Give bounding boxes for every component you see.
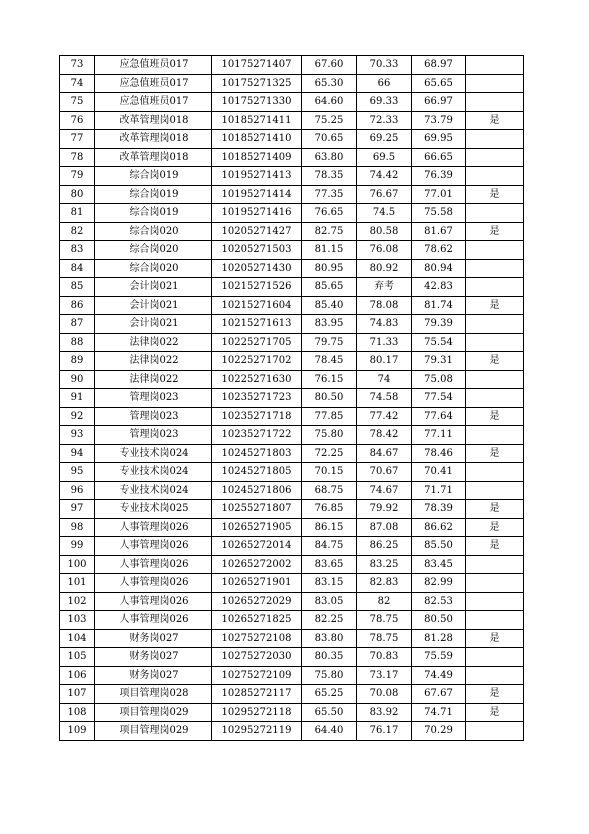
total-score-cell: 79.31 bbox=[412, 352, 466, 371]
results-table-body bbox=[60, 56, 524, 741]
written-score-cell: 84.75 bbox=[302, 537, 357, 556]
table-row bbox=[60, 629, 524, 648]
interview-score-cell: 76.08 bbox=[357, 241, 412, 260]
total-score-cell: 80.50 bbox=[412, 611, 466, 630]
ticket-number-cell: 10195271414 bbox=[212, 185, 302, 204]
table-row bbox=[60, 481, 524, 500]
row-number-cell: 74 bbox=[60, 74, 95, 93]
interview-score-cell: 70.08 bbox=[357, 685, 412, 704]
table-row bbox=[60, 518, 524, 537]
total-score-cell: 74.49 bbox=[412, 666, 466, 685]
table-row bbox=[60, 93, 524, 112]
row-number-cell: 96 bbox=[60, 481, 95, 500]
table-row bbox=[60, 130, 524, 149]
interview-score-cell: 80.58 bbox=[357, 222, 412, 241]
ticket-number-cell: 10275272030 bbox=[212, 648, 302, 667]
position-name-cell: 应急值班员017 bbox=[95, 93, 212, 112]
table-row bbox=[60, 111, 524, 130]
position-name-cell: 项目管理岗028 bbox=[95, 685, 212, 704]
selected-mark-cell: 是 bbox=[466, 518, 524, 537]
written-score-cell: 86.15 bbox=[302, 518, 357, 537]
row-number-cell: 75 bbox=[60, 93, 95, 112]
interview-score-cell: 87.08 bbox=[357, 518, 412, 537]
selected-mark-cell: 是 bbox=[466, 222, 524, 241]
ticket-number-cell: 10215271604 bbox=[212, 296, 302, 315]
ticket-number-cell: 10225271702 bbox=[212, 352, 302, 371]
table-row bbox=[60, 296, 524, 315]
interview-score-cell: 79.92 bbox=[357, 500, 412, 519]
row-number-cell: 100 bbox=[60, 555, 95, 574]
row-number-cell: 93 bbox=[60, 426, 95, 445]
total-score-cell: 77.11 bbox=[412, 426, 466, 445]
ticket-number-cell: 10235271722 bbox=[212, 426, 302, 445]
interview-score-cell: 70.33 bbox=[357, 56, 412, 75]
table-row bbox=[60, 555, 524, 574]
interview-score-cell: 82 bbox=[357, 592, 412, 611]
table-row bbox=[60, 185, 524, 204]
position-name-cell: 综合岗020 bbox=[95, 259, 212, 278]
interview-score-cell: 70.83 bbox=[357, 648, 412, 667]
ticket-number-cell: 10245271803 bbox=[212, 444, 302, 463]
selected-mark-cell bbox=[466, 592, 524, 611]
interview-score-cell: 82.83 bbox=[357, 574, 412, 593]
ticket-number-cell: 10265271901 bbox=[212, 574, 302, 593]
position-name-cell: 专业技术岗024 bbox=[95, 444, 212, 463]
total-score-cell: 78.46 bbox=[412, 444, 466, 463]
position-name-cell: 综合岗020 bbox=[95, 241, 212, 260]
interview-score-cell: 66 bbox=[357, 74, 412, 93]
written-score-cell: 76.15 bbox=[302, 370, 357, 389]
written-score-cell: 77.35 bbox=[302, 185, 357, 204]
interview-score-cell: 74.67 bbox=[357, 481, 412, 500]
row-number-cell: 83 bbox=[60, 241, 95, 260]
interview-score-cell: 84.67 bbox=[357, 444, 412, 463]
ticket-number-cell: 10235271723 bbox=[212, 389, 302, 408]
position-name-cell: 管理岗023 bbox=[95, 426, 212, 445]
interview-score-cell: 弃考 bbox=[357, 278, 412, 297]
written-score-cell: 72.25 bbox=[302, 444, 357, 463]
row-number-cell: 77 bbox=[60, 130, 95, 149]
written-score-cell: 65.25 bbox=[302, 685, 357, 704]
table-row bbox=[60, 500, 524, 519]
total-score-cell: 77.64 bbox=[412, 407, 466, 426]
interview-score-cell: 77.42 bbox=[357, 407, 412, 426]
row-number-cell: 92 bbox=[60, 407, 95, 426]
selected-mark-cell bbox=[466, 648, 524, 667]
interview-score-cell: 83.92 bbox=[357, 703, 412, 722]
selected-mark-cell bbox=[466, 333, 524, 352]
position-name-cell: 管理岗023 bbox=[95, 407, 212, 426]
ticket-number-cell: 10175271325 bbox=[212, 74, 302, 93]
table-row bbox=[60, 370, 524, 389]
ticket-number-cell: 10265272029 bbox=[212, 592, 302, 611]
position-name-cell: 人事管理岗026 bbox=[95, 537, 212, 556]
total-score-cell: 66.97 bbox=[412, 93, 466, 112]
total-score-cell: 67.67 bbox=[412, 685, 466, 704]
written-score-cell: 85.40 bbox=[302, 296, 357, 315]
selected-mark-cell: 是 bbox=[466, 185, 524, 204]
position-name-cell: 项目管理岗029 bbox=[95, 703, 212, 722]
position-name-cell: 专业技术岗024 bbox=[95, 481, 212, 500]
interview-score-cell: 80.17 bbox=[357, 352, 412, 371]
interview-score-cell: 74.58 bbox=[357, 389, 412, 408]
selected-mark-cell bbox=[466, 463, 524, 482]
row-number-cell: 102 bbox=[60, 592, 95, 611]
written-score-cell: 77.85 bbox=[302, 407, 357, 426]
selected-mark-cell: 是 bbox=[466, 703, 524, 722]
selected-mark-cell: 是 bbox=[466, 407, 524, 426]
interview-score-cell: 86.25 bbox=[357, 537, 412, 556]
written-score-cell: 76.85 bbox=[302, 500, 357, 519]
total-score-cell: 85.50 bbox=[412, 537, 466, 556]
position-name-cell: 改革管理岗018 bbox=[95, 148, 212, 167]
table-row bbox=[60, 278, 524, 297]
ticket-number-cell: 10275272108 bbox=[212, 629, 302, 648]
selected-mark-cell bbox=[466, 611, 524, 630]
total-score-cell: 81.28 bbox=[412, 629, 466, 648]
row-number-cell: 90 bbox=[60, 370, 95, 389]
written-score-cell: 83.05 bbox=[302, 592, 357, 611]
ticket-number-cell: 10225271705 bbox=[212, 333, 302, 352]
selected-mark-cell: 是 bbox=[466, 685, 524, 704]
table-row bbox=[60, 315, 524, 334]
table-row bbox=[60, 666, 524, 685]
selected-mark-cell: 是 bbox=[466, 629, 524, 648]
total-score-cell: 77.54 bbox=[412, 389, 466, 408]
table-row bbox=[60, 648, 524, 667]
table-row bbox=[60, 592, 524, 611]
table-row bbox=[60, 685, 524, 704]
selected-mark-cell bbox=[466, 74, 524, 93]
ticket-number-cell: 10245271805 bbox=[212, 463, 302, 482]
position-name-cell: 会计岗021 bbox=[95, 315, 212, 334]
table-row bbox=[60, 74, 524, 93]
ticket-number-cell: 10295272118 bbox=[212, 703, 302, 722]
ticket-number-cell: 10205271427 bbox=[212, 222, 302, 241]
selected-mark-cell bbox=[466, 241, 524, 260]
total-score-cell: 81.67 bbox=[412, 222, 466, 241]
table-row bbox=[60, 389, 524, 408]
selected-mark-cell bbox=[466, 370, 524, 389]
ticket-number-cell: 10175271407 bbox=[212, 56, 302, 75]
total-score-cell: 79.39 bbox=[412, 315, 466, 334]
total-score-cell: 70.41 bbox=[412, 463, 466, 482]
row-number-cell: 97 bbox=[60, 500, 95, 519]
table-row bbox=[60, 333, 524, 352]
written-score-cell: 83.95 bbox=[302, 315, 357, 334]
ticket-number-cell: 10245271806 bbox=[212, 481, 302, 500]
table-row bbox=[60, 574, 524, 593]
row-number-cell: 88 bbox=[60, 333, 95, 352]
interview-score-cell: 83.25 bbox=[357, 555, 412, 574]
interview-score-cell: 74.5 bbox=[357, 204, 412, 223]
position-name-cell: 人事管理岗026 bbox=[95, 555, 212, 574]
ticket-number-cell: 10285272117 bbox=[212, 685, 302, 704]
row-number-cell: 80 bbox=[60, 185, 95, 204]
ticket-number-cell: 10265272002 bbox=[212, 555, 302, 574]
position-name-cell: 人事管理岗026 bbox=[95, 592, 212, 611]
selected-mark-cell bbox=[466, 722, 524, 741]
selected-mark-cell bbox=[466, 56, 524, 75]
row-number-cell: 81 bbox=[60, 204, 95, 223]
written-score-cell: 68.75 bbox=[302, 481, 357, 500]
row-number-cell: 101 bbox=[60, 574, 95, 593]
table-row bbox=[60, 722, 524, 741]
total-score-cell: 68.97 bbox=[412, 56, 466, 75]
interview-score-cell: 76.67 bbox=[357, 185, 412, 204]
position-name-cell: 综合岗019 bbox=[95, 185, 212, 204]
written-score-cell: 81.15 bbox=[302, 241, 357, 260]
selected-mark-cell bbox=[466, 555, 524, 574]
ticket-number-cell: 10205271430 bbox=[212, 259, 302, 278]
interview-score-cell: 78.08 bbox=[357, 296, 412, 315]
total-score-cell: 80.94 bbox=[412, 259, 466, 278]
row-number-cell: 106 bbox=[60, 666, 95, 685]
row-number-cell: 85 bbox=[60, 278, 95, 297]
ticket-number-cell: 10195271413 bbox=[212, 167, 302, 186]
table-row bbox=[60, 204, 524, 223]
interview-score-cell: 73.17 bbox=[357, 666, 412, 685]
ticket-number-cell: 10185271409 bbox=[212, 148, 302, 167]
written-score-cell: 80.95 bbox=[302, 259, 357, 278]
total-score-cell: 75.54 bbox=[412, 333, 466, 352]
position-name-cell: 人事管理岗026 bbox=[95, 574, 212, 593]
selected-mark-cell: 是 bbox=[466, 296, 524, 315]
row-number-cell: 108 bbox=[60, 703, 95, 722]
table-row bbox=[60, 222, 524, 241]
selected-mark-cell bbox=[466, 278, 524, 297]
interview-score-cell: 78.42 bbox=[357, 426, 412, 445]
interview-score-cell: 69.25 bbox=[357, 130, 412, 149]
written-score-cell: 75.25 bbox=[302, 111, 357, 130]
position-name-cell: 综合岗019 bbox=[95, 204, 212, 223]
interview-score-cell: 74.42 bbox=[357, 167, 412, 186]
position-name-cell: 项目管理岗029 bbox=[95, 722, 212, 741]
position-name-cell: 综合岗020 bbox=[95, 222, 212, 241]
row-number-cell: 104 bbox=[60, 629, 95, 648]
row-number-cell: 103 bbox=[60, 611, 95, 630]
interview-score-cell: 69.5 bbox=[357, 148, 412, 167]
written-score-cell: 83.15 bbox=[302, 574, 357, 593]
total-score-cell: 86.62 bbox=[412, 518, 466, 537]
written-score-cell: 65.30 bbox=[302, 74, 357, 93]
row-number-cell: 91 bbox=[60, 389, 95, 408]
total-score-cell: 78.39 bbox=[412, 500, 466, 519]
interview-score-cell: 74 bbox=[357, 370, 412, 389]
ticket-number-cell: 10265272014 bbox=[212, 537, 302, 556]
table-row bbox=[60, 444, 524, 463]
total-score-cell: 42.83 bbox=[412, 278, 466, 297]
row-number-cell: 98 bbox=[60, 518, 95, 537]
interview-score-cell: 78.75 bbox=[357, 611, 412, 630]
ticket-number-cell: 10265271825 bbox=[212, 611, 302, 630]
position-name-cell: 法律岗022 bbox=[95, 370, 212, 389]
position-name-cell: 人事管理岗026 bbox=[95, 518, 212, 537]
table-row bbox=[60, 537, 524, 556]
position-name-cell: 会计岗021 bbox=[95, 296, 212, 315]
position-name-cell: 会计岗021 bbox=[95, 278, 212, 297]
total-score-cell: 82.99 bbox=[412, 574, 466, 593]
position-name-cell: 改革管理岗018 bbox=[95, 130, 212, 149]
total-score-cell: 81.74 bbox=[412, 296, 466, 315]
written-score-cell: 78.35 bbox=[302, 167, 357, 186]
total-score-cell: 77.01 bbox=[412, 185, 466, 204]
ticket-number-cell: 10215271526 bbox=[212, 278, 302, 297]
written-score-cell: 78.45 bbox=[302, 352, 357, 371]
row-number-cell: 86 bbox=[60, 296, 95, 315]
selected-mark-cell bbox=[466, 315, 524, 334]
total-score-cell: 66.65 bbox=[412, 148, 466, 167]
written-score-cell: 64.40 bbox=[302, 722, 357, 741]
selected-mark-cell bbox=[466, 204, 524, 223]
row-number-cell: 76 bbox=[60, 111, 95, 130]
written-score-cell: 80.50 bbox=[302, 389, 357, 408]
table-row bbox=[60, 259, 524, 278]
row-number-cell: 79 bbox=[60, 167, 95, 186]
position-name-cell: 应急值班员017 bbox=[95, 74, 212, 93]
total-score-cell: 75.08 bbox=[412, 370, 466, 389]
position-name-cell: 管理岗023 bbox=[95, 389, 212, 408]
table-row bbox=[60, 56, 524, 75]
written-score-cell: 80.35 bbox=[302, 648, 357, 667]
interview-score-cell: 71.33 bbox=[357, 333, 412, 352]
ticket-number-cell: 10205271503 bbox=[212, 241, 302, 260]
row-number-cell: 89 bbox=[60, 352, 95, 371]
position-name-cell: 应急值班员017 bbox=[95, 56, 212, 75]
total-score-cell: 75.58 bbox=[412, 204, 466, 223]
row-number-cell: 95 bbox=[60, 463, 95, 482]
selected-mark-cell bbox=[466, 481, 524, 500]
row-number-cell: 73 bbox=[60, 56, 95, 75]
table-row bbox=[60, 148, 524, 167]
written-score-cell: 70.65 bbox=[302, 130, 357, 149]
written-score-cell: 64.60 bbox=[302, 93, 357, 112]
selected-mark-cell: 是 bbox=[466, 444, 524, 463]
selected-mark-cell bbox=[466, 389, 524, 408]
interview-score-cell: 70.67 bbox=[357, 463, 412, 482]
total-score-cell: 71.71 bbox=[412, 481, 466, 500]
row-number-cell: 82 bbox=[60, 222, 95, 241]
table-row bbox=[60, 167, 524, 186]
selected-mark-cell: 是 bbox=[466, 111, 524, 130]
total-score-cell: 73.79 bbox=[412, 111, 466, 130]
selected-mark-cell bbox=[466, 93, 524, 112]
table-row bbox=[60, 463, 524, 482]
row-number-cell: 84 bbox=[60, 259, 95, 278]
interview-score-cell: 76.17 bbox=[357, 722, 412, 741]
written-score-cell: 63.80 bbox=[302, 148, 357, 167]
row-number-cell: 94 bbox=[60, 444, 95, 463]
written-score-cell: 67.60 bbox=[302, 56, 357, 75]
ticket-number-cell: 10275272109 bbox=[212, 666, 302, 685]
results-table bbox=[59, 55, 524, 741]
position-name-cell: 财务岗027 bbox=[95, 629, 212, 648]
table-row bbox=[60, 241, 524, 260]
row-number-cell: 87 bbox=[60, 315, 95, 334]
table-row bbox=[60, 703, 524, 722]
written-score-cell: 65.50 bbox=[302, 703, 357, 722]
table-row bbox=[60, 426, 524, 445]
selected-mark-cell bbox=[466, 426, 524, 445]
selected-mark-cell bbox=[466, 167, 524, 186]
written-score-cell: 83.65 bbox=[302, 555, 357, 574]
ticket-number-cell: 10255271807 bbox=[212, 500, 302, 519]
total-score-cell: 83.45 bbox=[412, 555, 466, 574]
row-number-cell: 99 bbox=[60, 537, 95, 556]
interview-score-cell: 78.75 bbox=[357, 629, 412, 648]
position-name-cell: 法律岗022 bbox=[95, 352, 212, 371]
total-score-cell: 74.71 bbox=[412, 703, 466, 722]
written-score-cell: 85.65 bbox=[302, 278, 357, 297]
selected-mark-cell bbox=[466, 130, 524, 149]
interview-score-cell: 74.83 bbox=[357, 315, 412, 334]
total-score-cell: 75.59 bbox=[412, 648, 466, 667]
position-name-cell: 财务岗027 bbox=[95, 648, 212, 667]
ticket-number-cell: 10195271416 bbox=[212, 204, 302, 223]
position-name-cell: 专业技术岗024 bbox=[95, 463, 212, 482]
ticket-number-cell: 10175271330 bbox=[212, 93, 302, 112]
written-score-cell: 75.80 bbox=[302, 666, 357, 685]
total-score-cell: 70.29 bbox=[412, 722, 466, 741]
total-score-cell: 65.65 bbox=[412, 74, 466, 93]
interview-score-cell: 80.92 bbox=[357, 259, 412, 278]
total-score-cell: 78.62 bbox=[412, 241, 466, 260]
row-number-cell: 109 bbox=[60, 722, 95, 741]
written-score-cell: 82.25 bbox=[302, 611, 357, 630]
selected-mark-cell: 是 bbox=[466, 500, 524, 519]
table-row bbox=[60, 407, 524, 426]
selected-mark-cell bbox=[466, 148, 524, 167]
total-score-cell: 76.39 bbox=[412, 167, 466, 186]
written-score-cell: 75.80 bbox=[302, 426, 357, 445]
interview-score-cell: 72.33 bbox=[357, 111, 412, 130]
ticket-number-cell: 10185271411 bbox=[212, 111, 302, 130]
written-score-cell: 79.75 bbox=[302, 333, 357, 352]
ticket-number-cell: 10215271613 bbox=[212, 315, 302, 334]
position-name-cell: 人事管理岗026 bbox=[95, 611, 212, 630]
written-score-cell: 82.75 bbox=[302, 222, 357, 241]
written-score-cell: 83.80 bbox=[302, 629, 357, 648]
total-score-cell: 82.53 bbox=[412, 592, 466, 611]
selected-mark-cell bbox=[466, 666, 524, 685]
position-name-cell: 综合岗019 bbox=[95, 167, 212, 186]
ticket-number-cell: 10295272119 bbox=[212, 722, 302, 741]
table-row bbox=[60, 611, 524, 630]
position-name-cell: 专业技术岗025 bbox=[95, 500, 212, 519]
interview-score-cell: 69.33 bbox=[357, 93, 412, 112]
row-number-cell: 105 bbox=[60, 648, 95, 667]
ticket-number-cell: 10185271410 bbox=[212, 130, 302, 149]
row-number-cell: 78 bbox=[60, 148, 95, 167]
position-name-cell: 法律岗022 bbox=[95, 333, 212, 352]
position-name-cell: 财务岗027 bbox=[95, 666, 212, 685]
ticket-number-cell: 10225271630 bbox=[212, 370, 302, 389]
table-row bbox=[60, 352, 524, 371]
position-name-cell: 改革管理岗018 bbox=[95, 111, 212, 130]
total-score-cell: 69.95 bbox=[412, 130, 466, 149]
selected-mark-cell: 是 bbox=[466, 352, 524, 371]
row-number-cell: 107 bbox=[60, 685, 95, 704]
ticket-number-cell: 10265271905 bbox=[212, 518, 302, 537]
selected-mark-cell bbox=[466, 259, 524, 278]
selected-mark-cell bbox=[466, 574, 524, 593]
ticket-number-cell: 10235271718 bbox=[212, 407, 302, 426]
written-score-cell: 70.15 bbox=[302, 463, 357, 482]
selected-mark-cell: 是 bbox=[466, 537, 524, 556]
written-score-cell: 76.65 bbox=[302, 204, 357, 223]
